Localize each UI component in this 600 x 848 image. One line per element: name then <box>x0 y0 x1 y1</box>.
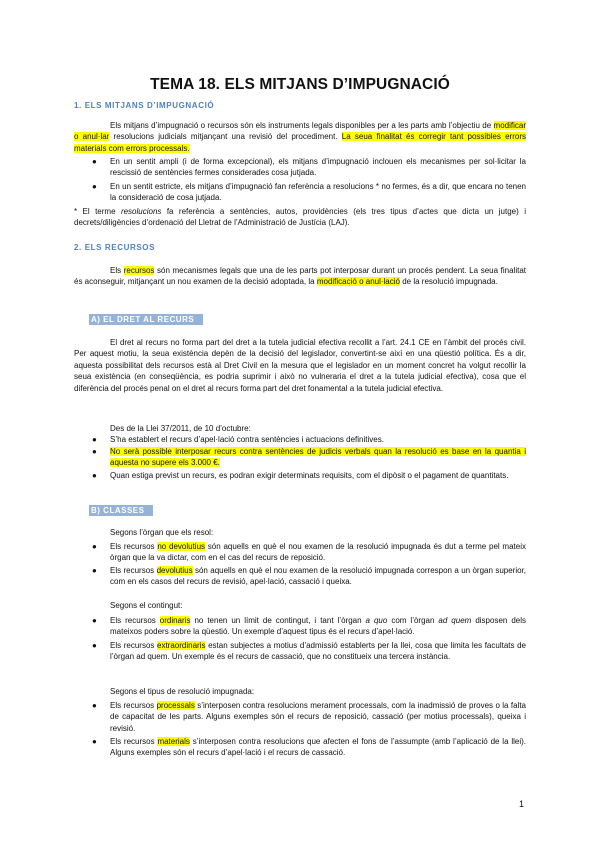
subB-bullet-1 <box>110 541 526 564</box>
text-run: disposen dels mateixos poders sobre la qüestió. Un exemple d’aquest tipus és el recurs d’apel·lació. <box>110 616 527 637</box>
text-run: com l’òrgan <box>387 616 439 625</box>
subB-lead-3: Segons el tipus de resolució impugnada: <box>110 687 255 696</box>
page-title: TEMA 18. ELS MITJANS D’IMPUGNACIÓ <box>150 76 450 93</box>
text-run: Els recursos <box>110 616 160 625</box>
section2-paragraph <box>74 265 526 288</box>
section1-paragraph <box>74 120 526 154</box>
highlight: No serà possible interposar recurs contra sentències de judicis verbals quan la resolució es base en la quantia i aquesta no supere els 3.000 €. <box>110 447 526 468</box>
bullet-dot: ● <box>92 701 97 710</box>
highlight: recursos <box>123 266 155 275</box>
subA-paragraph: El dret al recurs no forma part del dret a la tutela judicial efectiva recollit a l’art. 24.1 CE en l’àmbit del procés civil. Per aquest motiu, la seua existència depèn de la decisió del legislador, convertint-se així en una qüestió política. És a dir, aquesta possibilitat dels recursos està al Dret Civil en la mesura que el legislador en un moment concret ha volgut recollir la seua existència (en conseqüència, es podria suprimir i això no vulneraria el dret a la tutela judicial efectiva), cosa que el diferència del procés penal on el dret al recurs forma part del dret fonamental a la tutela judicial efectiva. <box>74 338 526 393</box>
text-run: de la resolució impugnada. <box>399 277 498 287</box>
highlight: processals <box>156 701 195 710</box>
section1-note <box>74 206 526 229</box>
subB-bullet-2 <box>110 565 526 588</box>
bullet-dot: ● <box>92 616 97 625</box>
text-run: s’interposen contra resolucions que afecten el fons de l’assumpte (amb l’aplicació de la llei). Alguns exemples són el recurs d’apel·lació i el recurs de cassació. <box>110 737 527 758</box>
text-run: Els mitjans d’impugnació o recursos són els instruments legals disponibles per a les parts amb l’objectiu de <box>110 121 494 130</box>
emphasis: ad quem <box>438 616 472 625</box>
highlight: ordinaris <box>159 616 191 625</box>
text-run: Els recursos <box>110 737 158 746</box>
bullet-dot: ● <box>92 182 97 191</box>
highlight: devolutius <box>156 566 193 575</box>
section1-bullet-2: En un sentit estricte, els mitjans d’impugnació fan referència a resolucions * no fermes, és a dir, que encara no tenen la consideració de cosa jutjada. <box>110 182 526 203</box>
text-run: estan subjectes a motius d’admissió establerts per la llei, cosa que limita les facultats de l’òrgan ad quem. Un exemple és el recurs de cassació, que no constitueix una tercera instància. <box>110 641 526 662</box>
bullet-dot: ● <box>92 435 97 444</box>
text-run: no tenen un límit de contingut, i tant l’òrgan <box>190 616 366 625</box>
text-run: són aquells en què el nou examen de la resolució impugnada correspon a un òrgan superior, com en els casos del recurs de revisió, apel·lació, cassació i queixa. <box>110 566 527 587</box>
emphasis: resolucions <box>120 207 162 216</box>
subB-lead-2: Segons el contingut: <box>110 601 183 610</box>
highlight: modificar o anul·lar <box>74 121 526 142</box>
text-run: Els recursos <box>110 701 157 710</box>
subheading-a: A) EL DRET AL RECURS <box>91 315 195 324</box>
highlight: modificació o anul·lació <box>316 277 400 287</box>
text-run: resolucions judicials mitjançant una revisió del procediment. <box>109 132 342 142</box>
bullet-dot: ● <box>92 471 97 480</box>
page-number: 1 <box>519 799 525 809</box>
subA-bullet-3: Quan estiga previst un recurs, es podran exigir determinats requisits, com el dipòsit o el pagament de quantitats. <box>110 471 509 480</box>
highlight: no devolutius <box>157 542 206 551</box>
text-run: Els <box>110 266 124 275</box>
bullet-dot: ● <box>92 447 97 456</box>
highlight: La seua finalitat és corregir tant possibles errors materials com errors processals. <box>74 132 526 153</box>
highlight: extraordinaris <box>157 641 206 650</box>
section1-bullet-1: En un sentit ampli (i de forma excepcional), els mitjans d’impugnació inclouen els mecanismes per sol·licitar la rescissió de sentències fermes considerades cosa jutjada. <box>110 157 526 178</box>
emphasis: a quo <box>365 616 388 625</box>
subB-bullet-5 <box>110 700 526 734</box>
text-run: Els recursos <box>110 566 157 575</box>
text-run: s’interposen contra resolucions merament processals, com la inadmissió de proves o la falta de capacitat de les parts. Alguns exemples són el recurs de reposició, cassació (per motius processals), queixa i revisió. <box>110 701 527 733</box>
section-heading-1: 1. ELS MITJANS D’IMPUGNACIÓ <box>74 101 215 110</box>
subB-bullet-4 <box>110 640 526 663</box>
text-run: Els recursos <box>110 542 158 551</box>
subB-bullet-3 <box>110 615 526 638</box>
text-run: * El terme <box>74 207 121 216</box>
section-heading-2: 2. ELS RECURSOS <box>74 243 156 252</box>
bullet-dot: ● <box>92 542 97 551</box>
text-run: són mecanismes legals que una de les parts pot interposar durant un procés pendent. La seua finalitat és aconseguir, mitjançant un nou examen de la decisió adoptada, la <box>74 266 526 287</box>
subB-bullet-6 <box>110 736 526 759</box>
subA-lead: Des de la Llei 37/2011, de 10 d’octubre: <box>110 424 251 433</box>
subA-bullet-1: S’ha establert el recurs d’apel·lació contra sentències i actuacions definitives. <box>110 435 384 444</box>
text-run: són aquells en què el nou examen de la resolució impugnada és dut a terme pel mateix òrgan que la va dictar, com en el cas del recurs de reposició. <box>110 542 526 563</box>
subA-bullet-2 <box>110 446 526 469</box>
text-run: Els recursos <box>110 641 157 650</box>
bullet-dot: ● <box>92 566 97 575</box>
bullet-dot: ● <box>92 157 97 166</box>
highlight: materials <box>157 737 190 746</box>
subheading-b: B) CLASSES <box>91 506 145 515</box>
subB-lead-1: Segons l’òrgan que els resol: <box>110 528 214 537</box>
bullet-dot: ● <box>92 641 97 650</box>
bullet-dot: ● <box>92 737 97 746</box>
text-run: fa referència a sentències, autos, providències (els tres tipus d’actes que dicta un jutge) i decrets/diligències d’ordenació del Lletrat de l’Administració de Justícia (LAJ). <box>74 207 526 228</box>
